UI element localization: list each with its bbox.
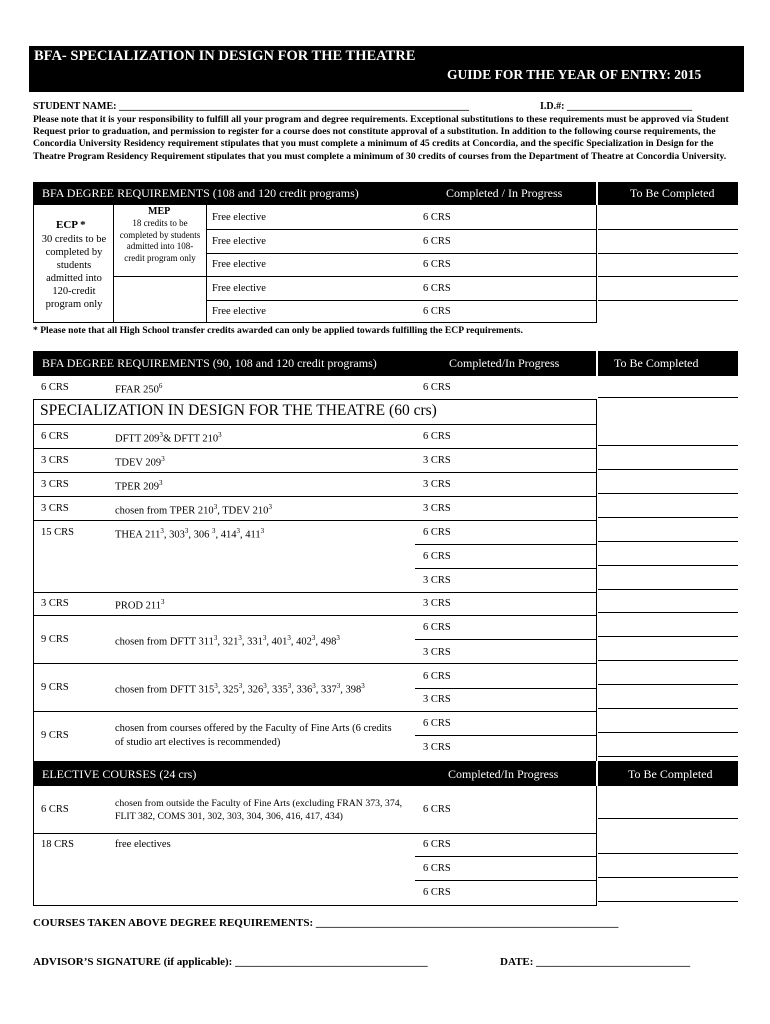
course-sup: 3: [160, 527, 164, 535]
course-sup: 3: [262, 634, 267, 642]
group-crs: 3 CRS: [423, 575, 451, 586]
course-sup: 3: [213, 503, 218, 511]
section1-col-completed: Completed / In Progress: [446, 186, 563, 200]
section4-col-tbc: To Be Completed: [628, 767, 713, 781]
group-course: chosen from outside the Faculty of Fine Arts (excluding FRAN 373, 374, FLIT 382, COMS 301, 302, 303, 304, 306, 416, 417, 434): [115, 798, 403, 822]
course-code: chosen from TPER 210: [115, 505, 214, 517]
course-sup: 3: [336, 634, 340, 642]
group-course: [115, 455, 165, 469]
row-divider: [206, 300, 596, 301]
mep-divider: [206, 205, 207, 323]
section1-col-tbc: To Be Completed: [630, 186, 715, 200]
group-crs: 6 CRS: [423, 431, 451, 442]
row-divider: [415, 856, 596, 857]
section3-left-border: [33, 399, 34, 761]
row-divider: [33, 472, 596, 473]
tbc-blank[interactable]: [598, 589, 738, 590]
group-crs: 3 CRS: [423, 455, 451, 466]
group-credits: 6 CRS: [41, 431, 69, 442]
course-code: chosen from DFTT 315: [115, 684, 215, 696]
section1-row-2-crs: 6 CRS: [423, 236, 451, 247]
row-divider: [33, 833, 596, 834]
group-credits: 18 CRS: [41, 839, 74, 850]
row-divider: [415, 639, 596, 640]
group-crs: 3 CRS: [423, 598, 451, 609]
section1-row-1-crs: 6 CRS: [423, 212, 451, 223]
group-crs: 3 CRS: [423, 694, 451, 705]
section2-course-code: FFAR 250: [115, 384, 159, 396]
tbc-blank[interactable]: [598, 636, 738, 637]
tbc-blank[interactable]: [598, 660, 738, 661]
group-crs: 6 CRS: [423, 671, 451, 682]
group-course: DFTT $209^3\&$ DFTT $210^3$: [115, 431, 222, 445]
section3-header: SPECIALIZATION IN DESIGN FOR THE THEATRE (60 crs): [40, 402, 437, 419]
course-sup: 3: [268, 503, 272, 511]
group-crs: 6 CRS: [423, 804, 451, 815]
course-sup: 3: [312, 682, 316, 690]
section1-left-border: [33, 205, 34, 323]
section1-row-2-course: Free elective: [212, 236, 266, 247]
section2-credits: 6 CRS: [41, 382, 69, 393]
section1-row-3-crs: 6 CRS: [423, 259, 451, 270]
course-sup: 3: [287, 682, 292, 690]
group-course: [115, 598, 165, 612]
section2-col-completed: Completed/In Progress: [449, 356, 560, 370]
course-sup: 3: [159, 431, 163, 439]
group-credits: 15 CRS: [41, 527, 74, 538]
tbc-blank[interactable]: [598, 253, 738, 254]
section1-right-border: [596, 205, 597, 323]
tbc-blank[interactable]: [598, 877, 738, 878]
row-divider: [33, 496, 596, 497]
course-sup: 3: [260, 527, 265, 535]
courses-above-field[interactable]: COURSES TAKEN ABOVE DEGREE REQUIREMENTS: _______________________________________________________: [33, 917, 619, 929]
row-divider: [415, 688, 596, 689]
row-divider: [206, 253, 596, 254]
course-sup: 3: [238, 634, 242, 642]
course-sup: 3: [184, 527, 189, 535]
group-course: chosen from DFTT $311^3$, $321^3$, $331^3$, $401^3$, $402^3$, $498^3$: [115, 634, 340, 648]
course-sup: 3: [161, 455, 165, 463]
course-code: DFTT 209: [115, 433, 160, 445]
tbc-blank[interactable]: [598, 300, 738, 301]
group-crs: 6 CRS: [423, 527, 451, 538]
group-crs: 6 CRS: [423, 718, 451, 729]
instructions-note: Please note that it is your responsibility to fulfill all your program and degree requirements. Exceptional substitutions to these requirements must be approved via Student Request prior to graduation, and permission to register for a course does not constitute approval of a substitution. In addition to the following course requirements, the Concordia University Residency requirement stipulates that you must complete a minimum of 45 credits at Concordia, and the specific Specialization in Design for the Theatre Program Residency Requirement stipulates that you must complete a minimum of 30 credits of courses from the Department of Theatre at Concordia University.: [33, 114, 729, 162]
row-divider: [33, 711, 596, 712]
section4-header: ELECTIVE COURSES (24 crs): [42, 767, 197, 781]
group-course: [115, 479, 163, 493]
row-divider: [415, 544, 596, 545]
tbc-blank[interactable]: [598, 612, 738, 613]
section4-left-border: [33, 786, 34, 906]
group-crs: 6 CRS: [423, 622, 451, 633]
ecp-footnote: * Please note that all High School transfer credits awarded can only be applied towards fulfilling the ECP requirements.: [33, 325, 523, 336]
tbc-blank[interactable]: [598, 276, 738, 277]
id-field[interactable]: I.D.#: _________________________: [540, 101, 692, 112]
course-sup: 3: [361, 682, 365, 690]
course-sup: 3: [212, 527, 216, 535]
section2-course: [115, 382, 162, 396]
section2-header: BFA DEGREE REQUIREMENTS (90, 108 and 120 credit programs): [42, 356, 377, 370]
tbc-blank[interactable]: [598, 565, 738, 566]
row-divider: [33, 448, 596, 449]
tbc-blank[interactable]: [598, 901, 738, 902]
tbc-blank[interactable]: [598, 853, 738, 854]
section3-right-border: [596, 399, 597, 761]
course-sup: 3: [218, 431, 222, 439]
course-sup: 3: [263, 682, 267, 690]
tbc-blank[interactable]: [598, 708, 738, 709]
course-code: TDEV 209: [115, 457, 162, 469]
section1-row-4-course: Free elective: [212, 283, 266, 294]
course-sup: 3: [161, 598, 165, 606]
mep-description: 18 credits to be completed by students admitted into 108-credit program only: [119, 218, 201, 263]
group-crs: 6 CRS: [423, 839, 451, 850]
row-divider: [33, 615, 596, 616]
date-field[interactable]: DATE: ____________________________: [500, 956, 691, 968]
guide-year: GUIDE FOR THE YEAR OF ENTRY: 2015: [447, 67, 702, 82]
group-course: chosen from TPER $210^3$, TDEV $210^3$: [115, 503, 272, 517]
section1-row-1-course: Free elective: [212, 212, 266, 223]
row-divider: [33, 520, 596, 521]
row-divider: [206, 229, 596, 230]
mep-title: MEP: [148, 206, 171, 217]
group-crs: 3 CRS: [423, 742, 451, 753]
ecp-title: ECP *: [56, 219, 86, 231]
row-divider: [33, 424, 596, 425]
group-crs: 6 CRS: [423, 863, 451, 874]
row-divider: [415, 880, 596, 881]
tbc-blank[interactable]: [598, 517, 738, 518]
course-code: THEA 211: [115, 529, 161, 541]
row-divider: [415, 735, 596, 736]
group-crs: 6 CRS: [423, 887, 451, 898]
tbc-blank[interactable]: [598, 397, 738, 398]
tbc-blank[interactable]: [598, 818, 738, 819]
section1-header: BFA DEGREE REQUIREMENTS (108 and 120 credit programs): [42, 186, 359, 200]
tbc-blank[interactable]: [598, 493, 738, 494]
tbc-blank[interactable]: [598, 469, 738, 470]
course-sup: 3: [236, 527, 241, 535]
group-credits: 9 CRS: [41, 682, 69, 693]
tbc-blank[interactable]: [598, 732, 738, 733]
course-sup: 3: [214, 682, 218, 690]
course-code: TPER 209: [115, 481, 160, 493]
group-credits: 6 CRS: [41, 804, 69, 815]
tbc-blank[interactable]: [598, 541, 738, 542]
tbc-blank[interactable]: [598, 756, 738, 757]
row-divider: [33, 322, 596, 323]
row-divider: [113, 276, 596, 277]
section4-col-completed: Completed/In Progress: [448, 767, 559, 781]
course-sup: 3: [238, 682, 243, 690]
group-credits: 3 CRS: [41, 503, 69, 514]
section1-row-5-crs: 6 CRS: [423, 306, 451, 317]
tbc-blank[interactable]: [598, 229, 738, 230]
page-title: BFA- SPECIALIZATION IN DESIGN FOR THE THEATRE: [34, 48, 416, 64]
group-course: THEA $211^3$, $303^3$, 306 $^3$, $414^3$, $411^3$: [115, 527, 265, 541]
course-sup: 3: [213, 634, 218, 642]
course-sup: 3: [287, 634, 291, 642]
row-divider: [33, 663, 596, 664]
section2-col-tbc: To Be Completed: [614, 356, 699, 370]
course-sup: 3: [311, 634, 316, 642]
course-sup: 3: [336, 682, 341, 690]
row-divider: [33, 905, 596, 906]
group-course: free electives: [115, 839, 171, 850]
section1-row-3-course: Free elective: [212, 259, 266, 270]
section3-top-line: [33, 399, 596, 400]
group-course: chosen from courses offered by the Faculty of Fine Arts (6 credits of studio art electives is recommended): [115, 723, 392, 748]
row-divider: [33, 592, 596, 593]
group-credits: 3 CRS: [41, 598, 69, 609]
course-code: chosen from DFTT 311: [115, 636, 214, 648]
group-credits: 3 CRS: [41, 455, 69, 466]
group-course: chosen from DFTT $315^3$, $325^3$, $326^3$, $335^3$, $336^3$, $337^3$, $398^3$: [115, 682, 365, 696]
section2-crs: 6 CRS: [423, 382, 451, 393]
group-crs: 3 CRS: [423, 479, 451, 490]
group-credits: 3 CRS: [41, 479, 69, 490]
section1-row-4-crs: 6 CRS: [423, 283, 451, 294]
group-crs: 3 CRS: [423, 647, 451, 658]
group-credits: 9 CRS: [41, 634, 69, 645]
course-code: PROD 211: [115, 600, 161, 612]
ecp-description: 30 credits to be completed by students admitted into 120-credit program only: [41, 234, 107, 310]
row-divider: [415, 568, 596, 569]
tbc-blank[interactable]: [598, 684, 738, 685]
ecp-divider: [113, 205, 114, 323]
section4-right-border: [596, 786, 597, 906]
group-credits: 9 CRS: [41, 730, 69, 741]
section2-course-sup: 6: [158, 382, 163, 390]
advisor-signature-field[interactable]: ADVISOR’S SIGNATURE (if applicable): ___________________________________: [33, 956, 428, 968]
section1-row-5-course: Free elective: [212, 306, 266, 317]
tbc-blank[interactable]: [598, 445, 738, 446]
student-name-field[interactable]: STUDENT NAME: ______________________________________________________________________: [33, 101, 469, 112]
group-crs: 3 CRS: [423, 503, 451, 514]
group-crs: 6 CRS: [423, 551, 451, 562]
course-sup: 3: [159, 479, 163, 487]
